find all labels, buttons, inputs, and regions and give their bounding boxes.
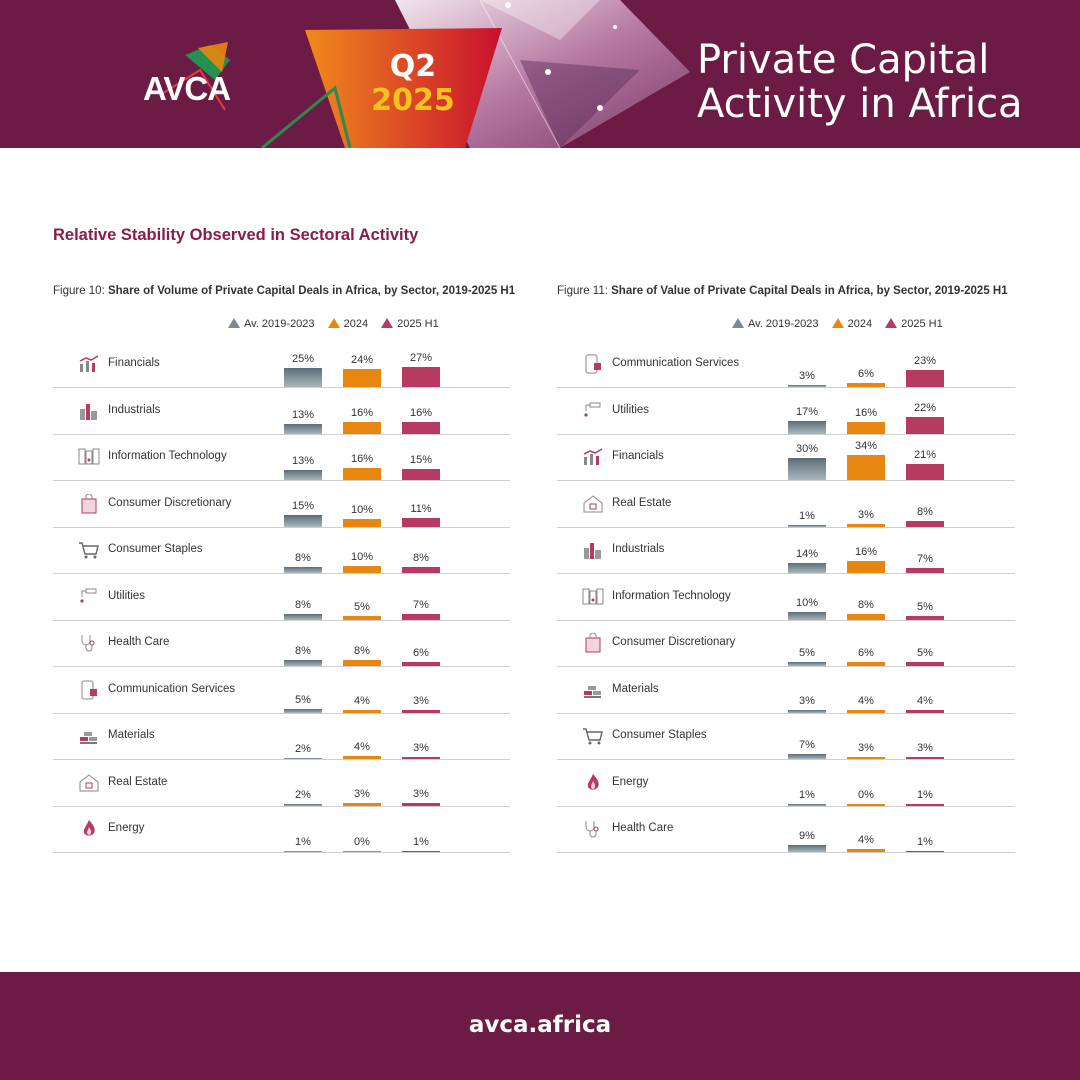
bar-avg	[284, 368, 322, 387]
shopping-bag-icon	[582, 633, 604, 653]
sector-row	[557, 342, 1015, 388]
phone-icon	[582, 354, 604, 374]
section-title: Relative Stability Observed in Sectoral Activity	[53, 226, 419, 244]
data-label-2025h1: 8%	[413, 552, 429, 564]
sector-row	[557, 761, 1015, 807]
footer-url-link[interactable]: avca.africa	[468, 1012, 612, 1038]
legend-label-2025h1: 2025 H1	[397, 318, 439, 330]
sector-row	[53, 621, 510, 667]
data-label-avg: 15%	[291, 500, 315, 513]
figure-10-caption	[53, 284, 521, 298]
data-label-2024: 10%	[350, 504, 374, 516]
figure-10-caption-prefix: Figure 10:	[53, 285, 108, 297]
sector-label: Financials	[108, 357, 160, 369]
data-label-2024: 16%	[350, 453, 374, 465]
bar-avg	[788, 421, 826, 434]
legend-marker-2025h1	[381, 318, 393, 328]
header-title-line1: Private Capital	[697, 37, 990, 83]
data-label-2024: 4%	[858, 834, 874, 846]
data-label-avg: 7%	[799, 738, 815, 751]
sector-row	[557, 621, 1015, 667]
sector-label: Health Care	[108, 636, 170, 648]
shopping-bag-icon	[78, 494, 100, 514]
data-label-avg: 8%	[295, 645, 311, 657]
header-title	[697, 38, 1067, 126]
figure-11-caption	[557, 284, 1032, 298]
data-label-avg: 2%	[295, 742, 311, 755]
legend-marker-2024	[328, 318, 340, 328]
industrials-icon	[582, 540, 604, 560]
data-label-2025h1: 1%	[917, 835, 933, 848]
data-label-2025h1: 5%	[917, 647, 933, 660]
sector-row	[53, 435, 510, 481]
legend-label-2025h1: 2025 H1	[901, 318, 943, 330]
sector-row	[53, 528, 510, 574]
data-label-avg: 13%	[291, 408, 315, 421]
legend-marker-avg	[732, 318, 744, 328]
house-icon	[582, 494, 604, 514]
bricks-icon	[78, 726, 100, 746]
bar-2024	[343, 468, 381, 480]
data-label-2025h1: 21%	[913, 449, 937, 462]
avca-logo: AVCA	[143, 70, 231, 107]
sector-label: Materials	[612, 682, 659, 695]
year-label: 2025	[371, 83, 455, 118]
legend-marker-2024	[832, 318, 844, 328]
sector-row	[557, 482, 1015, 528]
data-label-2025h1: 5%	[917, 600, 933, 613]
data-label-2024: 4%	[858, 694, 874, 707]
sector-label: Real Estate	[612, 496, 672, 509]
sector-label: Information Technology	[108, 450, 227, 462]
phone-icon	[78, 680, 100, 700]
legend-label-2024: 2024	[343, 318, 369, 330]
it-icon	[78, 447, 100, 467]
sector-row	[53, 807, 510, 853]
sector-label: Utilities	[108, 589, 146, 602]
data-label-avg: 1%	[799, 510, 815, 522]
data-label-2024: 10%	[350, 550, 374, 563]
sector-label: Information Technology	[612, 589, 731, 602]
data-label-avg: 1%	[799, 789, 815, 801]
quarter-label: Q2	[389, 49, 437, 84]
data-label-2025h1: 4%	[917, 694, 933, 707]
data-label-avg: 30%	[795, 442, 819, 455]
data-label-2024: 16%	[350, 406, 374, 419]
data-label-avg: 8%	[295, 598, 311, 611]
data-label-2025h1: 16%	[409, 406, 433, 419]
sector-label: Consumer Staples	[108, 543, 203, 555]
legend-item-2025h1	[885, 318, 943, 330]
data-label-avg: 13%	[291, 455, 315, 468]
sector-row	[557, 575, 1015, 621]
bar-2024	[847, 422, 885, 434]
legend-item-avg	[732, 318, 819, 330]
data-label-2024: 6%	[858, 646, 874, 659]
bar-avg	[284, 470, 322, 480]
data-label-2024: 6%	[858, 367, 874, 380]
data-label-avg: 3%	[799, 369, 815, 382]
sector-row	[557, 435, 1015, 481]
legend-item-2024	[328, 318, 368, 330]
data-label-avg: 5%	[799, 647, 815, 660]
data-label-2024: 16%	[854, 546, 878, 558]
sector-row	[53, 668, 510, 714]
data-label-2024: 4%	[354, 694, 370, 707]
bricks-icon	[582, 680, 604, 700]
sector-label: Utilities	[612, 403, 650, 416]
legend-item-2024	[832, 318, 872, 330]
bar-2025h1	[402, 422, 440, 434]
data-label-2024: 3%	[858, 509, 874, 522]
figure-11-caption-prefix: Figure 11:	[557, 285, 612, 297]
bar-avg	[788, 458, 826, 481]
legend-label-avg: Av. 2019-2023	[244, 318, 315, 330]
data-label-2025h1: 8%	[917, 505, 933, 518]
sector-label: Communication Services	[612, 357, 740, 369]
data-label-2025h1: 27%	[409, 351, 433, 364]
flame-icon	[582, 773, 604, 793]
data-label-avg: 3%	[799, 695, 815, 708]
header-title-line2: Activity in Africa	[697, 81, 1023, 127]
figure-11-caption-title: Share of Value of Private Capital Deals in Africa, by Sector, 2019-2025 H1	[611, 285, 1008, 297]
data-label-2024: 8%	[858, 598, 874, 611]
legend-item-2025h1	[381, 318, 439, 330]
bar-2025h1	[402, 469, 440, 480]
row-divider	[557, 852, 1015, 853]
bar-2025h1	[906, 464, 944, 480]
sector-label: Industrials	[108, 403, 161, 416]
sector-label: Energy	[612, 775, 649, 788]
data-label-2025h1: 7%	[413, 599, 429, 612]
legend-label-avg: Av. 2019-2023	[748, 318, 819, 330]
sector-label: Industrials	[612, 543, 665, 555]
sector-label: Real Estate	[108, 775, 168, 788]
flame-icon	[78, 819, 100, 839]
data-label-2025h1: 15%	[409, 453, 433, 466]
sector-label: Consumer Discretionary	[612, 636, 736, 648]
sector-row	[53, 714, 510, 760]
data-label-2024: 3%	[858, 741, 874, 754]
sector-row	[53, 575, 510, 621]
sector-label: Consumer Discretionary	[108, 496, 232, 509]
legend-item-avg	[228, 318, 315, 330]
figure-10-legend	[228, 318, 449, 330]
figure-11-legend	[732, 318, 953, 330]
data-label-2025h1: 1%	[917, 789, 933, 801]
sector-row	[557, 714, 1015, 760]
house-icon	[78, 773, 100, 793]
stethoscope-icon	[78, 633, 100, 653]
sector-label: Materials	[108, 729, 155, 741]
faucet-icon	[582, 401, 604, 421]
quarter-badge	[368, 50, 458, 118]
bar-2025h1	[402, 367, 440, 387]
legend-marker-2025h1	[885, 318, 897, 328]
data-label-2024: 16%	[854, 406, 878, 419]
bar-2024	[343, 422, 381, 434]
bar-2024	[343, 566, 381, 574]
financials-icon	[582, 447, 604, 467]
data-label-2025h1: 6%	[413, 646, 429, 659]
bar-avg	[284, 424, 322, 434]
bar-2024	[343, 369, 381, 387]
legend-marker-avg	[228, 318, 240, 328]
sector-row	[557, 389, 1015, 435]
financials-icon	[78, 354, 100, 374]
sector-label: Consumer Staples	[612, 729, 707, 741]
data-label-avg: 2%	[295, 789, 311, 801]
data-label-2024: 5%	[354, 600, 370, 613]
data-label-2025h1: 3%	[413, 695, 429, 708]
legend-label-2024: 2024	[847, 318, 873, 330]
sector-row	[53, 761, 510, 807]
data-label-2025h1: 3%	[917, 741, 933, 754]
figure-10-caption-title: Share of Volume of Private Capital Deals in Africa, by Sector, 2019-2025 H1	[107, 285, 516, 297]
data-label-avg: 25%	[291, 353, 315, 366]
sector-label: Health Care	[612, 822, 674, 834]
data-label-2025h1: 7%	[917, 552, 933, 565]
bar-avg	[788, 612, 826, 620]
data-label-2025h1: 3%	[413, 741, 429, 754]
data-label-2025h1: 3%	[413, 788, 429, 801]
sector-row	[53, 482, 510, 528]
data-label-2025h1: 22%	[913, 402, 937, 414]
sector-row	[53, 389, 510, 435]
data-label-avg: 17%	[795, 405, 819, 418]
data-label-avg: 10%	[795, 597, 819, 609]
faucet-icon	[78, 587, 100, 607]
bar-2025h1	[906, 417, 944, 434]
data-label-avg: 1%	[295, 835, 311, 848]
stethoscope-icon	[582, 819, 604, 839]
header-banner	[0, 0, 1080, 148]
data-label-2025h1: 11%	[410, 503, 432, 516]
sector-row	[557, 807, 1015, 853]
row-divider	[53, 852, 510, 853]
it-icon	[582, 587, 604, 607]
data-label-2024: 24%	[350, 354, 374, 366]
data-label-avg: 5%	[295, 693, 311, 706]
data-label-avg: 9%	[799, 830, 815, 843]
bar-2024	[847, 561, 885, 573]
bar-avg	[788, 845, 826, 852]
sector-row	[557, 528, 1015, 574]
footer-banner	[0, 972, 1080, 1080]
bar-2024	[847, 455, 885, 481]
data-label-2024: 4%	[354, 741, 370, 753]
cart-icon	[582, 726, 604, 746]
data-label-2024: 0%	[858, 789, 874, 801]
bar-avg	[788, 563, 826, 574]
data-label-2024: 0%	[354, 835, 370, 848]
sector-label: Financials	[612, 450, 664, 462]
data-label-2024: 3%	[354, 788, 370, 801]
sector-label: Energy	[108, 822, 145, 834]
sector-label: Communication Services	[108, 682, 236, 695]
bar-2025h1	[402, 518, 440, 526]
data-label-avg: 14%	[795, 547, 819, 560]
data-label-2025h1: 1%	[413, 835, 429, 848]
data-label-2024: 8%	[354, 645, 370, 657]
data-label-avg: 8%	[295, 552, 311, 564]
sector-row	[53, 342, 510, 388]
cart-icon	[78, 540, 100, 560]
bar-avg	[284, 515, 322, 526]
sector-row	[557, 668, 1015, 714]
bar-2025h1	[906, 370, 944, 387]
data-label-2025h1: 23%	[913, 354, 937, 367]
industrials-icon	[78, 401, 100, 421]
data-label-2024: 34%	[854, 439, 878, 452]
bar-2024	[343, 519, 381, 527]
